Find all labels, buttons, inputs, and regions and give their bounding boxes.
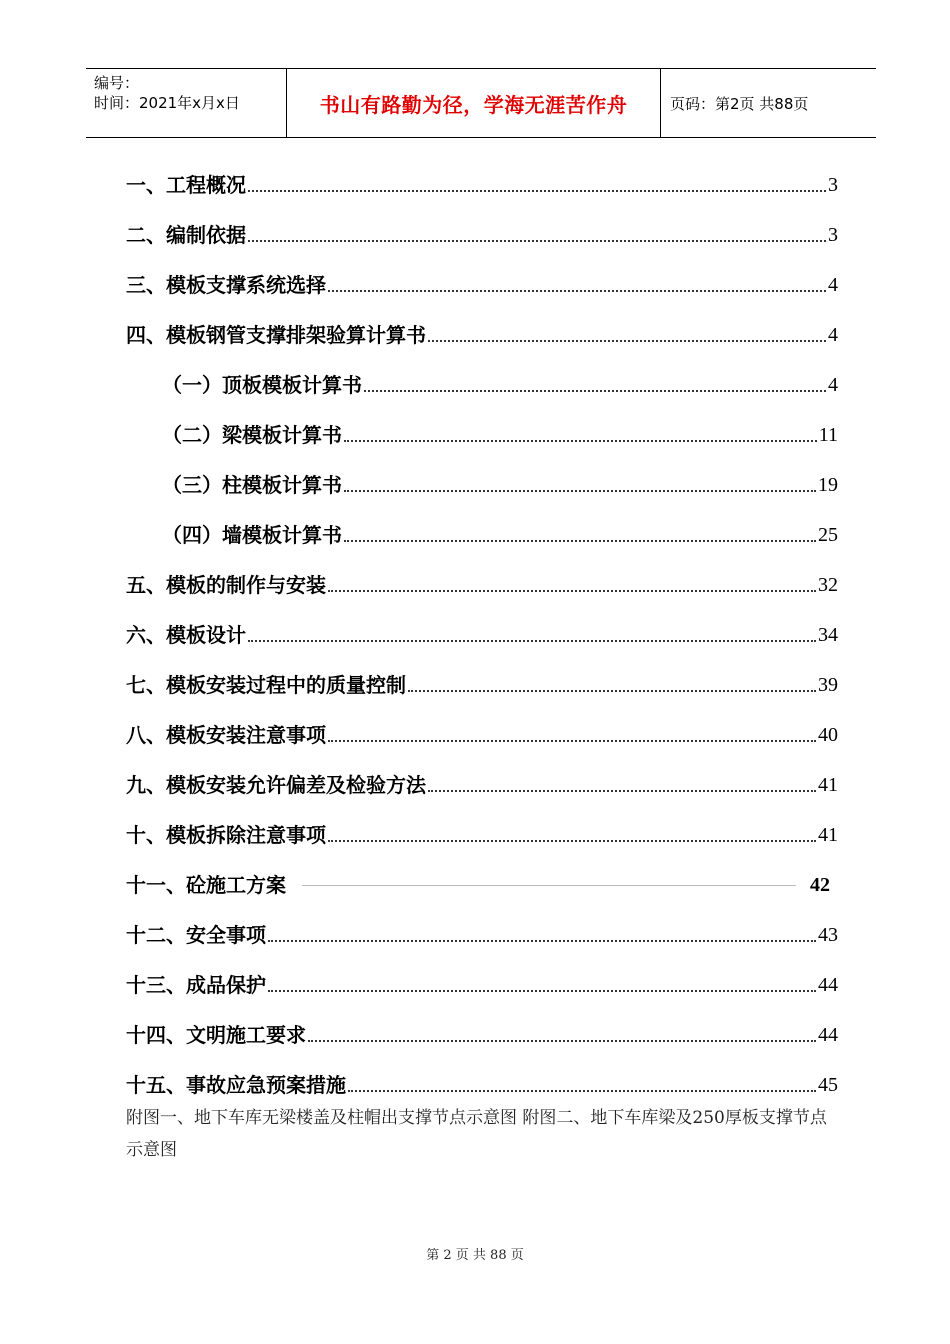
toc-title: 八、模板安装注意事项 (126, 723, 326, 747)
toc-page: 4 (828, 374, 838, 396)
toc-entry[interactable] (126, 220, 838, 250)
toc-entry[interactable] (162, 370, 838, 400)
toc-entry[interactable] (162, 470, 838, 500)
toc-leader (328, 590, 816, 592)
toc-entry[interactable] (162, 520, 838, 550)
appendix-note: 附图一、地下车库无梁楼盖及柱帽出支撑节点示意图 附图二、地下车库梁及250厚板支撑节点示意图 (126, 1108, 827, 1160)
toc-leader (408, 690, 816, 692)
toc-page: 3 (828, 224, 838, 246)
toc-entry[interactable] (126, 970, 838, 1000)
toc-leader (328, 840, 816, 842)
toc-page: 4 (828, 274, 838, 296)
toc-entry[interactable] (126, 920, 838, 950)
toc-entry[interactable] (126, 320, 838, 350)
toc-leader (344, 540, 816, 542)
toc-leader (248, 240, 826, 242)
toc-page: 45 (818, 1074, 838, 1096)
toc-page: 42 (810, 874, 830, 896)
header-page-info: 页码：第2页 共88页 (670, 94, 809, 113)
toc-title: 十、模板拆除注意事项 (126, 823, 326, 847)
toc-page: 11 (818, 424, 838, 446)
toc-leader (344, 490, 816, 492)
toc-page: 4 (828, 324, 838, 346)
toc-leader (428, 340, 826, 342)
toc-title: 十一、砼施工方案 (126, 873, 286, 897)
toc-title: （二）梁模板计算书 (162, 423, 342, 447)
toc-entry[interactable] (126, 170, 838, 200)
header-meta (94, 73, 284, 113)
toc-page: 40 (818, 724, 838, 746)
toc-leader (248, 190, 826, 192)
toc-leader (308, 1040, 816, 1042)
toc-entry[interactable] (162, 420, 838, 450)
page-footer: 第 2 页 共 88 页 (426, 1248, 524, 1263)
toc-entry[interactable] (126, 1020, 838, 1050)
toc-page: 19 (818, 474, 838, 496)
toc-page: 3 (828, 174, 838, 196)
header-motto: 书山有路勤为径，学海无涯苦作舟 (319, 92, 628, 117)
toc-page: 41 (818, 774, 838, 796)
page-header (86, 68, 876, 138)
toc-entry[interactable] (126, 770, 838, 800)
toc-page: 41 (818, 824, 838, 846)
toc-leader (328, 740, 816, 742)
toc-page: 44 (818, 974, 838, 996)
toc-page: 25 (818, 524, 838, 546)
toc-title: （一）顶板模板计算书 (162, 373, 362, 397)
toc-leader (268, 940, 816, 942)
toc-entry[interactable] (126, 620, 838, 650)
toc-title: 五、模板的制作与安装 (126, 573, 326, 597)
toc-title: （四）墙模板计算书 (162, 523, 342, 547)
toc-entry[interactable] (126, 670, 838, 700)
toc-leader (428, 790, 816, 792)
toc-title: 二、编制依据 (126, 223, 246, 247)
toc-entry[interactable] (126, 870, 838, 900)
toc-leader (328, 290, 826, 292)
toc-entry[interactable] (126, 270, 838, 300)
toc-entry[interactable] (126, 820, 838, 850)
toc-title: 三、模板支撑系统选择 (126, 273, 326, 297)
toc-leader (344, 440, 817, 442)
toc-title: 七、模板安装过程中的质量控制 (126, 673, 406, 697)
toc-page: 39 (818, 674, 838, 696)
toc-entry[interactable] (126, 1070, 838, 1100)
toc-leader (248, 640, 816, 642)
toc-title: 四、模板钢管支撑排架验算计算书 (126, 323, 426, 347)
toc-title: 十五、事故应急预案措施 (126, 1073, 346, 1097)
toc-leader (302, 885, 796, 886)
toc-entry[interactable] (126, 570, 838, 600)
header-divider (660, 69, 661, 137)
toc-title: 十三、成品保护 (126, 973, 266, 997)
toc-entry[interactable] (126, 720, 838, 750)
toc-leader (268, 990, 816, 992)
toc-title: 十二、安全事项 (126, 923, 266, 947)
toc-page: 43 (818, 924, 838, 946)
toc-leader (364, 390, 826, 392)
toc-page: 34 (818, 624, 838, 646)
toc-title: 一、工程概况 (126, 173, 246, 197)
toc-title: 九、模板安装允许偏差及检验方法 (126, 773, 426, 797)
toc-title: 十四、文明施工要求 (126, 1023, 306, 1047)
toc-leader (348, 1090, 816, 1092)
toc-title: （三）柱模板计算书 (162, 473, 342, 497)
toc-title: 六、模板设计 (126, 623, 246, 647)
toc-page: 44 (818, 1024, 838, 1046)
number-label: 编号： (94, 74, 140, 92)
time-label: 时间：2021年x月x日 (94, 94, 240, 112)
toc-page: 32 (818, 574, 838, 596)
